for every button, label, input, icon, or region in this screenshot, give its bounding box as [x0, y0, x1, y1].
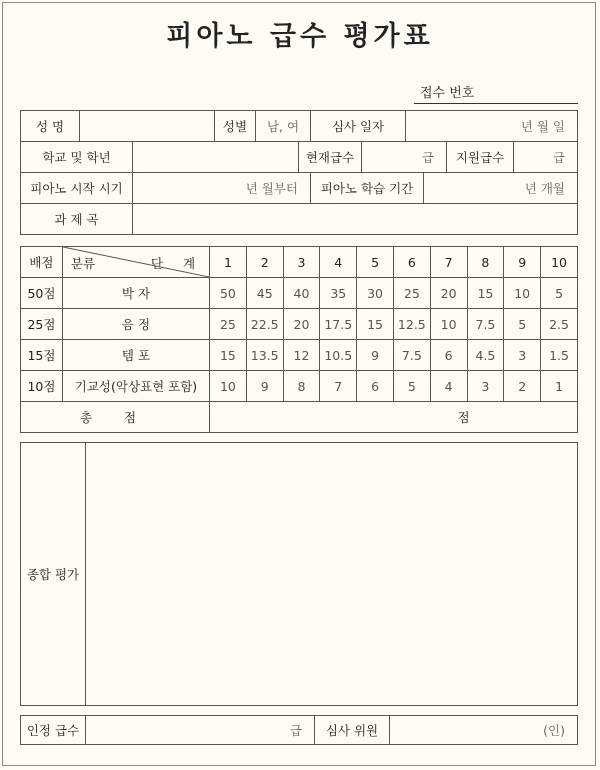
- score-cell[interactable]: 13.5: [246, 340, 283, 371]
- score-cell[interactable]: 2: [504, 371, 541, 402]
- score-row-technique: [21, 371, 578, 402]
- score-cell[interactable]: 7.5: [467, 309, 504, 340]
- applicant-info-table-row3: [20, 172, 578, 204]
- score-cell[interactable]: 12.5: [393, 309, 430, 340]
- score-cell[interactable]: 1: [541, 371, 578, 402]
- score-cell[interactable]: 50: [210, 278, 247, 309]
- certified-grade-unit: 급: [289, 723, 302, 738]
- score-cell[interactable]: 45: [246, 278, 283, 309]
- gender-label: 성별: [215, 111, 256, 142]
- level-5: 5: [357, 247, 394, 278]
- certification-table: [20, 715, 578, 745]
- score-row-pitch: [21, 309, 578, 340]
- score-cell[interactable]: 9: [246, 371, 283, 402]
- row-category: 템 포: [62, 340, 209, 371]
- score-cell[interactable]: 10: [210, 371, 247, 402]
- score-cell[interactable]: 10.5: [320, 340, 357, 371]
- score-cell[interactable]: 1.5: [541, 340, 578, 371]
- score-cell[interactable]: 15: [467, 278, 504, 309]
- score-cell[interactable]: 2.5: [541, 309, 578, 340]
- score-cell[interactable]: 7: [320, 371, 357, 402]
- score-header-row: [21, 247, 578, 278]
- current-grade-field[interactable]: 급: [362, 142, 447, 173]
- overall-evaluation-field[interactable]: [86, 443, 578, 706]
- score-cell[interactable]: 25: [210, 309, 247, 340]
- receipt-number-field[interactable]: [414, 82, 578, 104]
- score-cell[interactable]: 6: [430, 340, 467, 371]
- score-cell[interactable]: 17.5: [320, 309, 357, 340]
- judge-label: 심사 위원: [315, 716, 390, 745]
- level-1: 1: [210, 247, 247, 278]
- score-cell[interactable]: 15: [357, 309, 394, 340]
- points-header: 배점: [21, 247, 63, 278]
- level-4: 4: [320, 247, 357, 278]
- score-cell[interactable]: 6: [357, 371, 394, 402]
- judge-field[interactable]: [390, 716, 578, 745]
- name-label: 성 명: [21, 111, 80, 142]
- total-unit: 점: [457, 410, 470, 425]
- row-category: 음 정: [62, 309, 209, 340]
- level-10: 10: [541, 247, 578, 278]
- row-category: 박 자: [62, 278, 209, 309]
- level-2: 2: [246, 247, 283, 278]
- score-cell[interactable]: 22.5: [246, 309, 283, 340]
- score-cell[interactable]: 10: [504, 278, 541, 309]
- score-cell[interactable]: 3: [504, 340, 541, 371]
- start-date-label: 피아노 시작 시기: [21, 173, 133, 204]
- score-cell[interactable]: 4.5: [467, 340, 504, 371]
- exam-date-label: 심사 일자: [311, 111, 406, 142]
- level-header: 단 계: [150, 256, 204, 271]
- level-6: 6: [393, 247, 430, 278]
- level-7: 7: [430, 247, 467, 278]
- receipt-number-label: 접수 번호: [420, 86, 475, 101]
- name-field[interactable]: [80, 111, 215, 142]
- seal-mark: (인): [543, 723, 565, 738]
- level-8: 8: [467, 247, 504, 278]
- study-period-label: 피아노 학습 기간: [311, 173, 424, 204]
- score-cell[interactable]: 8: [283, 371, 320, 402]
- score-cell[interactable]: 15: [210, 340, 247, 371]
- total-field[interactable]: [210, 402, 578, 433]
- score-cell[interactable]: 3: [467, 371, 504, 402]
- applicant-info-table-row2: [20, 141, 578, 173]
- page-title: 피아노 급수 평가표: [166, 21, 434, 52]
- score-cell[interactable]: 12: [283, 340, 320, 371]
- total-row: [21, 402, 578, 433]
- category-header: 분류: [70, 256, 96, 271]
- apply-grade-field[interactable]: 급: [514, 142, 578, 173]
- score-row-tempo: [21, 340, 578, 371]
- score-cell[interactable]: 4: [430, 371, 467, 402]
- row-category: 기교성(악상표현 포함): [62, 371, 209, 402]
- score-cell[interactable]: 35: [320, 278, 357, 309]
- category-level-header: [62, 247, 209, 278]
- score-cell[interactable]: 7.5: [393, 340, 430, 371]
- score-cell[interactable]: 25: [393, 278, 430, 309]
- score-cell[interactable]: 5: [393, 371, 430, 402]
- score-cell[interactable]: 10: [430, 309, 467, 340]
- certified-grade-field[interactable]: [86, 716, 315, 745]
- current-grade-label: 현재급수: [299, 142, 362, 173]
- level-3: 3: [283, 247, 320, 278]
- score-cell[interactable]: 20: [283, 309, 320, 340]
- applicant-info-table: [20, 110, 578, 142]
- overall-evaluation-table: [20, 442, 578, 706]
- level-9: 9: [504, 247, 541, 278]
- score-table: [20, 246, 578, 433]
- score-cell[interactable]: 9: [357, 340, 394, 371]
- assigned-piece-label: 과 제 곡: [21, 204, 133, 235]
- start-date-field[interactable]: 년 월부터: [133, 173, 311, 204]
- score-cell[interactable]: 30: [357, 278, 394, 309]
- score-cell[interactable]: 40: [283, 278, 320, 309]
- row-points: 25점: [21, 309, 63, 340]
- assigned-piece-field[interactable]: [133, 204, 578, 235]
- score-cell[interactable]: 5: [504, 309, 541, 340]
- study-period-field[interactable]: 년 개월: [424, 173, 578, 204]
- school-grade-field[interactable]: [133, 142, 299, 173]
- row-points: 50점: [21, 278, 63, 309]
- applicant-info-table-row4: [20, 203, 578, 235]
- score-row-rhythm: [21, 278, 578, 309]
- score-cell[interactable]: 20: [430, 278, 467, 309]
- school-grade-label: 학교 및 학년: [21, 142, 133, 173]
- certified-grade-label: 인정 급수: [21, 716, 86, 745]
- total-label: 총 점: [21, 402, 210, 433]
- gender-field[interactable]: 남, 여: [256, 111, 311, 142]
- apply-grade-label: 지원급수: [447, 142, 514, 173]
- score-cell[interactable]: 5: [541, 278, 578, 309]
- overall-evaluation-label: 종합 평가: [21, 443, 86, 706]
- row-points: 10점: [21, 371, 63, 402]
- exam-date-field[interactable]: 년 월 일: [406, 111, 578, 142]
- row-points: 15점: [21, 340, 63, 371]
